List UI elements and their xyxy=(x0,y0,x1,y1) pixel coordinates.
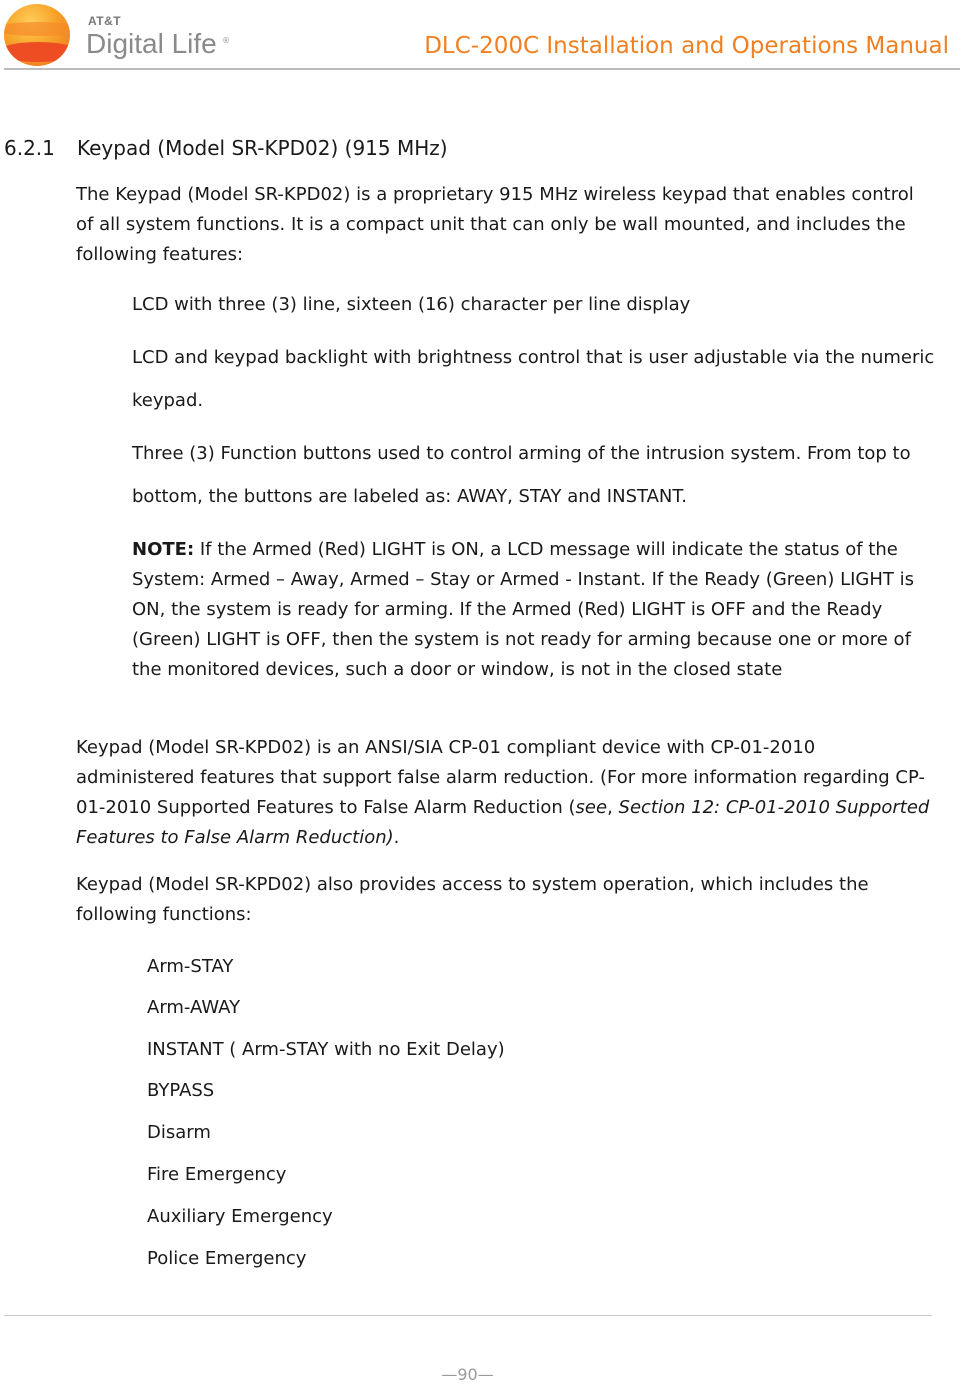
registered-mark: ® xyxy=(222,36,230,45)
function-item: BYPASS xyxy=(147,1080,215,1101)
brand-att: AT&T xyxy=(88,14,122,28)
intro-paragraph: The Keypad (Model SR-KPD02) is a proprietary 915 MHz wireless keypad that enables control of all system functions. It is a compact unit that can only be wall mounted, and includes the following features: xyxy=(76,184,914,265)
section-reference-link[interactable]: Section 12: CP-01-2010 Supported Features to False Alarm Reduction) xyxy=(76,797,930,848)
brand-digital-life: Digital Life xyxy=(86,28,217,59)
function-item: Arm-AWAY xyxy=(147,997,241,1018)
comma: , xyxy=(607,797,619,818)
function-item: Auxiliary Emergency xyxy=(147,1206,333,1227)
compliance-paragraph xyxy=(76,733,936,853)
function-item: Fire Emergency xyxy=(147,1164,287,1185)
feature-item: LCD with three (3) line, sixteen (16) character per line display xyxy=(132,294,691,315)
feature-item: Three (3) Function buttons used to control arming of the intrusion system. From top to bottom, the buttons are labeled as: AWAY, STAY and INSTANT. xyxy=(132,443,911,507)
footer-divider xyxy=(4,1315,932,1316)
compliance-text: Keypad (Model SR-KPD02) is an ANSI/SIA CP-01 compliant device with CP-01-2010 administered features that support false alarm reduction. (For more information regarding CP-01-2010 Supported Features to False Alarm Reduction ( xyxy=(76,737,925,818)
note-paragraph xyxy=(132,535,942,685)
section-heading xyxy=(4,136,448,160)
header-divider xyxy=(4,68,960,70)
function-item: Arm-STAY xyxy=(147,956,234,977)
page-header xyxy=(0,0,961,72)
att-globe-logo-icon xyxy=(4,4,70,66)
section-number: 6.2.1 xyxy=(4,136,55,160)
page-number: —90— xyxy=(441,1365,494,1384)
note-label: NOTE: xyxy=(132,539,195,560)
section-title: Keypad (Model SR-KPD02) (915 MHz) xyxy=(77,136,448,160)
functions-intro-paragraph: Keypad (Model SR-KPD02) also provides access to system operation, which includes the following functions: xyxy=(76,874,869,925)
function-item: Police Emergency xyxy=(147,1248,307,1269)
note-text: If the Armed (Red) LIGHT is ON, a LCD message will indicate the status of the System: Armed – Away, Armed – Stay or Armed - Instant. If the Ready (Green) LIGHT is ON, the system is ready for arming. If the Armed (Red) LIGHT is OFF and the Ready (Green) LIGHT is OFF, then the system is not ready for arming because one or more of the monitored devices, such a door or window, is not in the closed state xyxy=(132,539,914,680)
feature-item: LCD and keypad backlight with brightness control that is user adjustable via the numeric keypad. xyxy=(132,347,935,411)
see-label: see xyxy=(575,797,608,818)
period: . xyxy=(393,827,400,848)
function-item: Disarm xyxy=(147,1122,211,1143)
document-title: DLC-200C Installation and Operations Manual xyxy=(424,33,949,59)
function-item: INSTANT ( Arm-STAY with no Exit Delay) xyxy=(147,1039,505,1060)
